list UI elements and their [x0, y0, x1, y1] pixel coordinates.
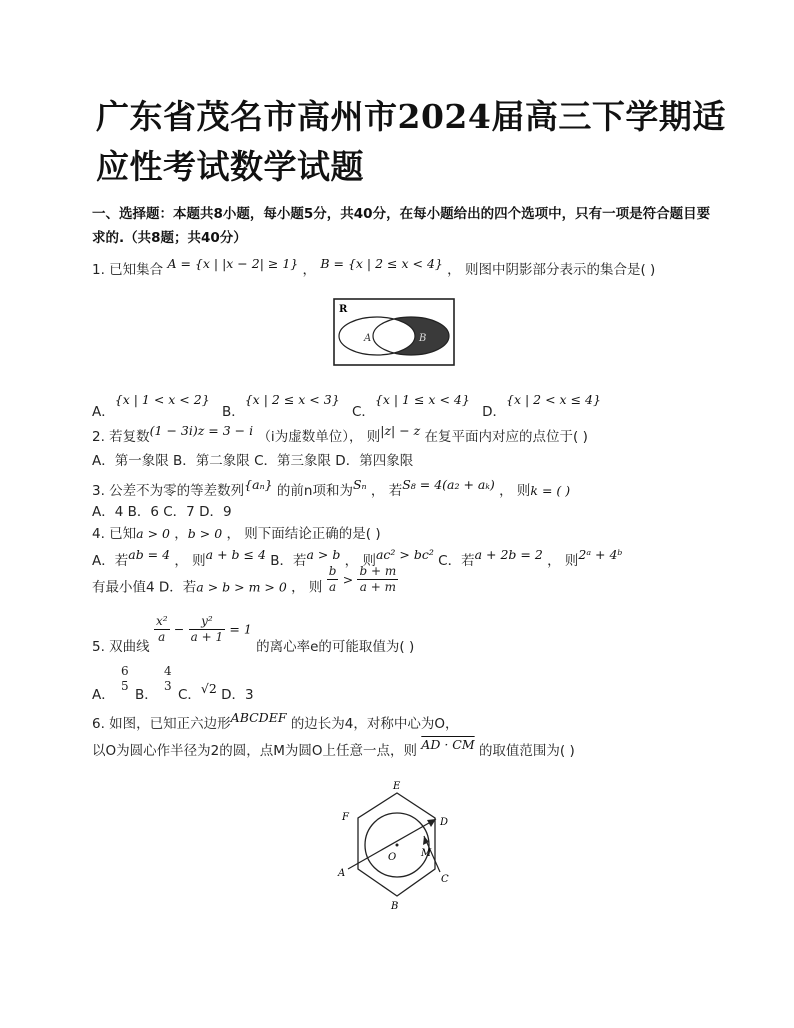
q4-stem-prefix: 4. 已知: [92, 526, 137, 542]
q4-frac-2: [357, 564, 398, 595]
q4-gt: >: [342, 571, 354, 587]
q4-opt-c-mid: ， 则: [547, 553, 579, 569]
q4-frac-1-num: b: [328, 564, 337, 578]
q4-opt-c-result: 2ᵃ + 4ᵇ: [578, 547, 623, 562]
q4-opt-c-cond: a + 2b = 2: [474, 547, 543, 562]
q2-stem-prefix: 2. 若复数: [92, 429, 150, 445]
page-title: 广东省茂名市高州市2024届高三下学期适应性考试数学试题: [96, 97, 726, 186]
center-point: [396, 844, 399, 847]
q6-line2-prefix: 以O为圆心作半径为2的圆，点M为圆O上任意一点，则: [92, 743, 417, 759]
question-3-stem: [92, 479, 570, 499]
q4-frac-1: [327, 564, 339, 595]
q5-opt-a-num: 6: [121, 664, 129, 678]
q5-opt-a: [119, 664, 131, 694]
hexagon-figure: [328, 776, 464, 918]
label-c: C: [441, 874, 449, 885]
q3-stem-prefix: 3. 公差不为零的等差数列: [92, 483, 245, 499]
q3-sn: Sₙ: [352, 477, 367, 492]
question-6-line-2: [92, 739, 575, 759]
q4-cond-1: a > 0: [136, 526, 170, 541]
q4-opt-c-pre: C．若: [438, 553, 475, 569]
q4-opt-a-mid: ， 则: [174, 553, 206, 569]
q4-stem-suffix: ， 则下面结论正确的是( ): [226, 526, 381, 542]
label-o: O: [388, 852, 397, 863]
q4-opt-a-cond: ab = 4: [128, 547, 171, 562]
q4-sep: ，: [174, 526, 188, 542]
question-4-stem: [92, 522, 381, 542]
q3-k: k = ( ): [530, 483, 571, 498]
label-d: D: [440, 817, 449, 828]
venn-universe-label: R: [339, 304, 348, 315]
q4-opt-a-pre: A．若: [92, 553, 129, 569]
q1-opt-d: {x | 2 < x ≤ 4}: [506, 392, 601, 407]
q3-cond: S₈ = 4(a₂ + aₖ): [402, 477, 495, 492]
q6-hexagon: ABCDEF: [230, 710, 287, 725]
question-4-options-line-2: [92, 564, 398, 603]
q1-opt-c: {x | 1 ≤ x < 4}: [374, 392, 470, 407]
question-1-stem: [92, 258, 655, 278]
q1-opt-b: {x | 2 ≤ x < 3}: [244, 392, 340, 407]
label-a: A: [338, 868, 346, 879]
q5-opt-c-label: C．: [177, 687, 201, 703]
q4-frac-1-den: a: [328, 580, 337, 594]
q4-opt-b-cond: a > b: [306, 547, 341, 562]
q5-frac-y-num: y²: [189, 614, 225, 630]
label-e: E: [393, 781, 401, 792]
q5-frac-y-den: a + 1: [190, 630, 224, 644]
q6-line1-prefix: 6. 如图，已知正六边形: [92, 716, 231, 732]
q1-stem-prefix: 1. 已知集合: [92, 262, 164, 278]
question-5-options: [92, 664, 254, 703]
q6-line2-suffix: 的取值范围为( ): [478, 743, 575, 759]
venn-label-b: B: [419, 333, 427, 344]
q4-opt-d-mid: ， 则: [291, 579, 323, 596]
q2-stem-suffix: 在复平面内对应的点位于( ): [424, 429, 588, 445]
question-3-options: A．4 B．6 C．7 D．9: [92, 504, 232, 520]
q6-line1-suffix: 的边长为4，对称中心为O，: [290, 716, 459, 732]
q5-opt-b: [162, 664, 174, 694]
q5-opt-a-label: A．: [92, 687, 115, 703]
q4-opt-c-tail: 有最小值4 D．若: [92, 579, 197, 596]
question-5-stem: [92, 614, 415, 655]
q5-opt-a-den: 5: [121, 679, 129, 693]
q4-opt-b-mid: ， 则: [344, 553, 376, 569]
venn-diagram: [333, 298, 455, 366]
label-b: B: [391, 901, 399, 912]
q2-mid: （i为虚数单位）， 则: [257, 429, 381, 445]
q5-minus: −: [173, 621, 185, 637]
question-6-line-1: [92, 712, 459, 732]
q1-stem-suffix: ， 则图中阴影部分表示的集合是( ): [447, 262, 656, 278]
q5-stem-prefix: 5. 双曲线: [92, 638, 150, 655]
q2-expr2: |z| − z: [380, 423, 421, 438]
q5-opt-c: √2: [200, 681, 217, 696]
q5-frac-x-den: a: [158, 630, 166, 644]
q2-expr: (1 − 3i)z = 3 − i: [149, 423, 254, 438]
q3-seq: {aₙ}: [244, 477, 273, 492]
section-heading: 一、选择题：本题共8小题，每小题5分，共40分，在每小题给出的四个选项中，只有一项是符合题目要求的.（共8题；共40分）: [92, 206, 711, 246]
q1-opt-a-label: A．: [92, 404, 115, 420]
q4-frac-2-den: a + m: [359, 580, 396, 594]
q1-opt-c-label: C．: [351, 404, 375, 420]
q6-vector-product: AD · CM: [421, 737, 475, 752]
q1-opt-a: {x | 1 < x < 2}: [114, 392, 210, 407]
q1-sep: ，: [302, 262, 317, 278]
q1-set-b: B = {x | 2 ≤ x < 4}: [320, 256, 443, 271]
label-f: F: [342, 812, 349, 823]
q4-cond-2: b > 0: [187, 526, 223, 541]
question-2-stem: [92, 425, 588, 445]
q5-frac-x-num: x²: [155, 614, 168, 628]
q4-opt-d-cond: a > b > m > 0: [196, 579, 287, 595]
q5-opt-d: D．3: [221, 687, 254, 703]
q5-stem-suffix: 的离心率e的可能取值为( ): [256, 638, 415, 655]
q4-opt-b-pre: B．若: [270, 553, 307, 569]
q3-stem-suffix: ， 则: [499, 483, 531, 499]
q5-opt-b-num: 4: [164, 664, 172, 678]
q1-set-a: A = {x | |x − 2| ≥ 1}: [167, 256, 299, 271]
q5-eq: = 1: [229, 621, 252, 637]
q5-frac-y: [189, 614, 225, 645]
q1-opt-b-label: B．: [221, 404, 245, 420]
q3-mid: 的前n项和为: [276, 483, 353, 499]
q4-opt-b-result: ac² > bc²: [375, 547, 434, 562]
q4-opt-a-result: a + b ≤ 4: [205, 547, 266, 562]
q5-opt-b-den: 3: [164, 679, 172, 693]
venn-label-a: A: [364, 333, 372, 344]
q5-frac-x: [154, 614, 170, 645]
q1-opt-d-label: D．: [482, 404, 507, 420]
q4-frac-2-num: b + m: [359, 564, 397, 578]
q3-mid2: ， 若: [370, 483, 403, 499]
label-m: M: [421, 848, 432, 859]
q5-opt-b-label: B．: [134, 687, 158, 703]
question-1-options: [92, 392, 601, 420]
question-2-options: A．第一象限 B．第二象限 C．第三象限 D．第四象限: [92, 453, 414, 469]
